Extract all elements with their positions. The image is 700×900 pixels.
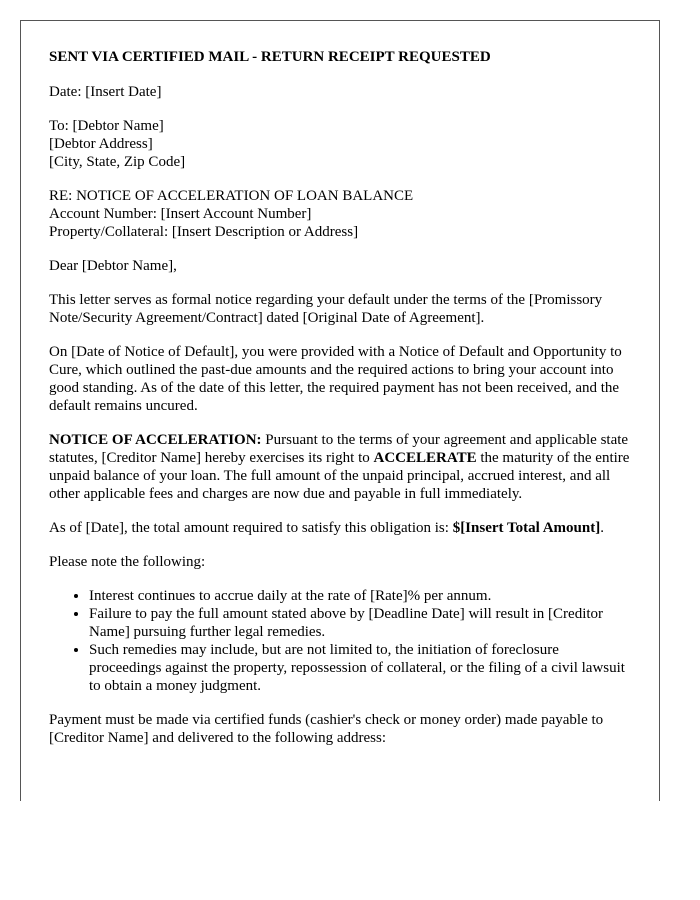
acceleration-text-end: the maturity of the entire unpaid balance of your loan. The full amount of the unpaid principal, accrued interest, and all other applicable fees and charges are now due and payable in full immediately. (49, 450, 630, 502)
acceleration-label: NOTICE OF ACCELERATION: (49, 432, 262, 448)
letter-heading: SENT VIA CERTIFIED MAIL - RETURN RECEIPT REQUESTED (49, 49, 491, 65)
total-amount-end: . (600, 520, 604, 536)
list-item: • Failure to pay the full amount stated above by [Deadline Date] will result in [Creditor Name] pursuing further legal remedies. (89, 605, 631, 641)
notice-list (49, 587, 631, 695)
list-item: • Such remedies may include, but are not limited to, the initiation of foreclosure proceedings against the property, repossession of collateral, or the filing of a civil lawsuit to obtain a money judgment. (89, 641, 631, 695)
total-amount-text: As of [Date], the total amount required to satisfy this obligation is: (49, 520, 453, 536)
paragraph-acceleration (49, 431, 631, 503)
paragraph-payment: Payment must be made via certified funds (cashier's check or money order) made payable to [Creditor Name] and delivered to the following address: (49, 712, 604, 746)
re-block (49, 187, 631, 241)
total-amount: $[Insert Total Amount] (452, 520, 601, 536)
paragraph-default-notice: This letter serves as formal notice regarding your default under the terms of the [Promissory Note/Security Agreement/Contract] dated [Original Date of Agreement]. (49, 292, 603, 326)
recipient-name: To: [Debtor Name] (49, 118, 164, 134)
list-item: • Interest continues to accrue daily at the rate of [Rate]% per annum. (89, 587, 631, 605)
paragraph-prior-notice: On [Date of Notice of Default], you were provided with a Notice of Default and Opportunity to Cure, which outlined the past-due amounts and the required actions to bring your account into good standing. As of the date of this letter, the required payment has not been received, and the default remains uncured. (49, 344, 622, 414)
letter-page (20, 20, 660, 801)
paragraph-note: Please note the following: (49, 554, 206, 570)
salutation: Dear [Debtor Name], (49, 258, 177, 274)
recipient-block (49, 117, 631, 171)
re-subject: RE: NOTICE OF ACCELERATION OF LOAN BALANCE (49, 188, 414, 204)
account-number: Account Number: [Insert Account Number] (49, 206, 312, 222)
acceleration-text: Pursuant to the terms of your agreement and applicable state statutes, [Creditor Name] hereby exercises its right to (49, 432, 629, 466)
paragraph-total-amount (49, 519, 631, 537)
recipient-address: [Debtor Address] (49, 136, 153, 152)
accelerate-emphasis: ACCELERATE (373, 450, 477, 466)
recipient-city: [City, State, Zip Code] (49, 154, 186, 170)
property-collateral: Property/Collateral: [Insert Description or Address] (49, 224, 359, 240)
date-line: Date: [Insert Date] (49, 84, 162, 100)
